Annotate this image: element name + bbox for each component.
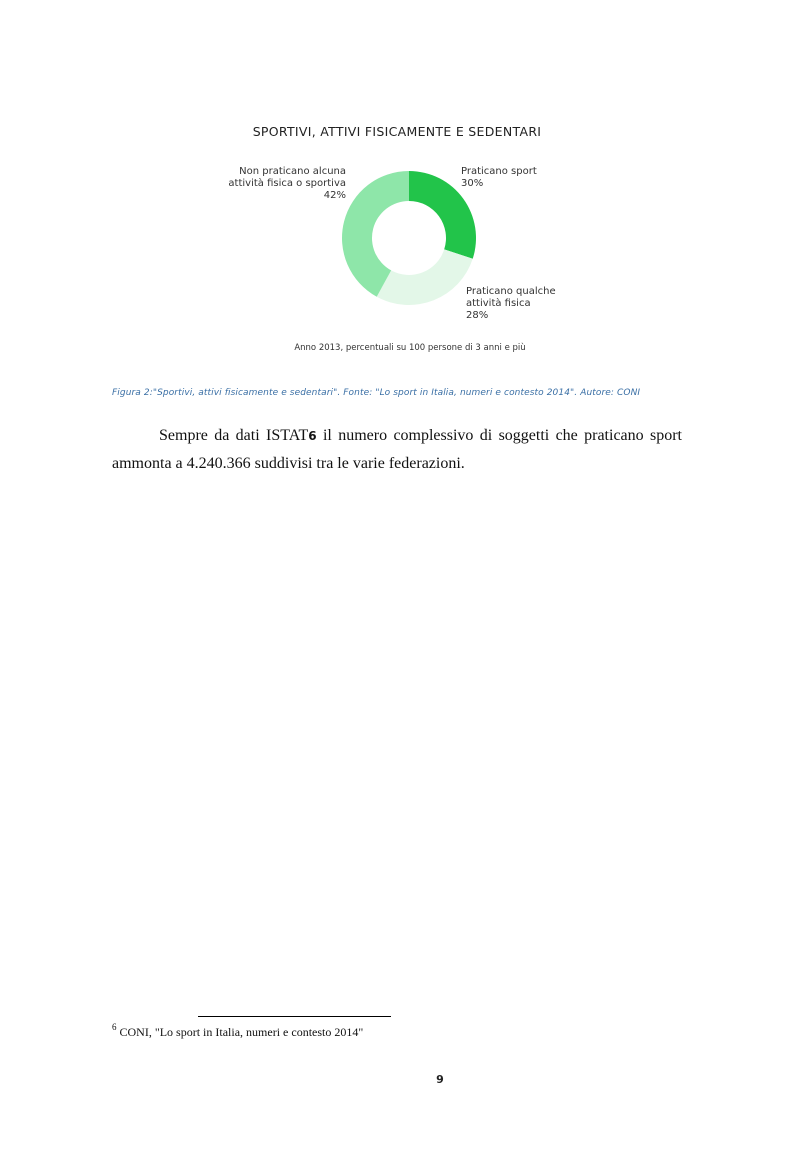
chart-subtitle: Anno 2013, percentuali su 100 persone di 3 anni e più xyxy=(294,343,526,353)
body-paragraph xyxy=(112,422,682,477)
footnote-number: 6 xyxy=(112,1022,117,1032)
chart-title: SPORTIVI, ATTIVI FISICAMENTE E SEDENTARI xyxy=(252,124,542,139)
donut-slice-2 xyxy=(377,249,473,305)
footnote-text: CONI, "Lo sport in Italia, numeri e contesto 2014" xyxy=(116,1025,364,1039)
page-number: 9 xyxy=(436,1073,444,1086)
slice-label-2: Praticano qualche attività fisica 28% xyxy=(466,286,556,321)
footnote-separator xyxy=(198,1016,391,1017)
footnote-reference: 6 xyxy=(308,429,317,443)
slice-label-3: Non praticano alcuna attività fisica o sportiva 42% xyxy=(228,166,346,201)
footnote xyxy=(112,1022,682,1040)
figure-caption: Figura 2:"Sportivi, attivi fisicamente e sedentari". Fonte: "Lo sport in Italia, numeri e contesto 2014". Autore: CONI xyxy=(112,388,641,398)
donut-chart xyxy=(226,160,596,340)
slice-label-1: Praticano sport 30% xyxy=(461,166,537,189)
body-text-end: il numero complessivo di soggetti che praticano sport ammonta a 4.240.366 suddivisi tra le varie federazioni. xyxy=(112,427,682,472)
body-text-start: Sempre da dati ISTAT xyxy=(159,427,309,444)
